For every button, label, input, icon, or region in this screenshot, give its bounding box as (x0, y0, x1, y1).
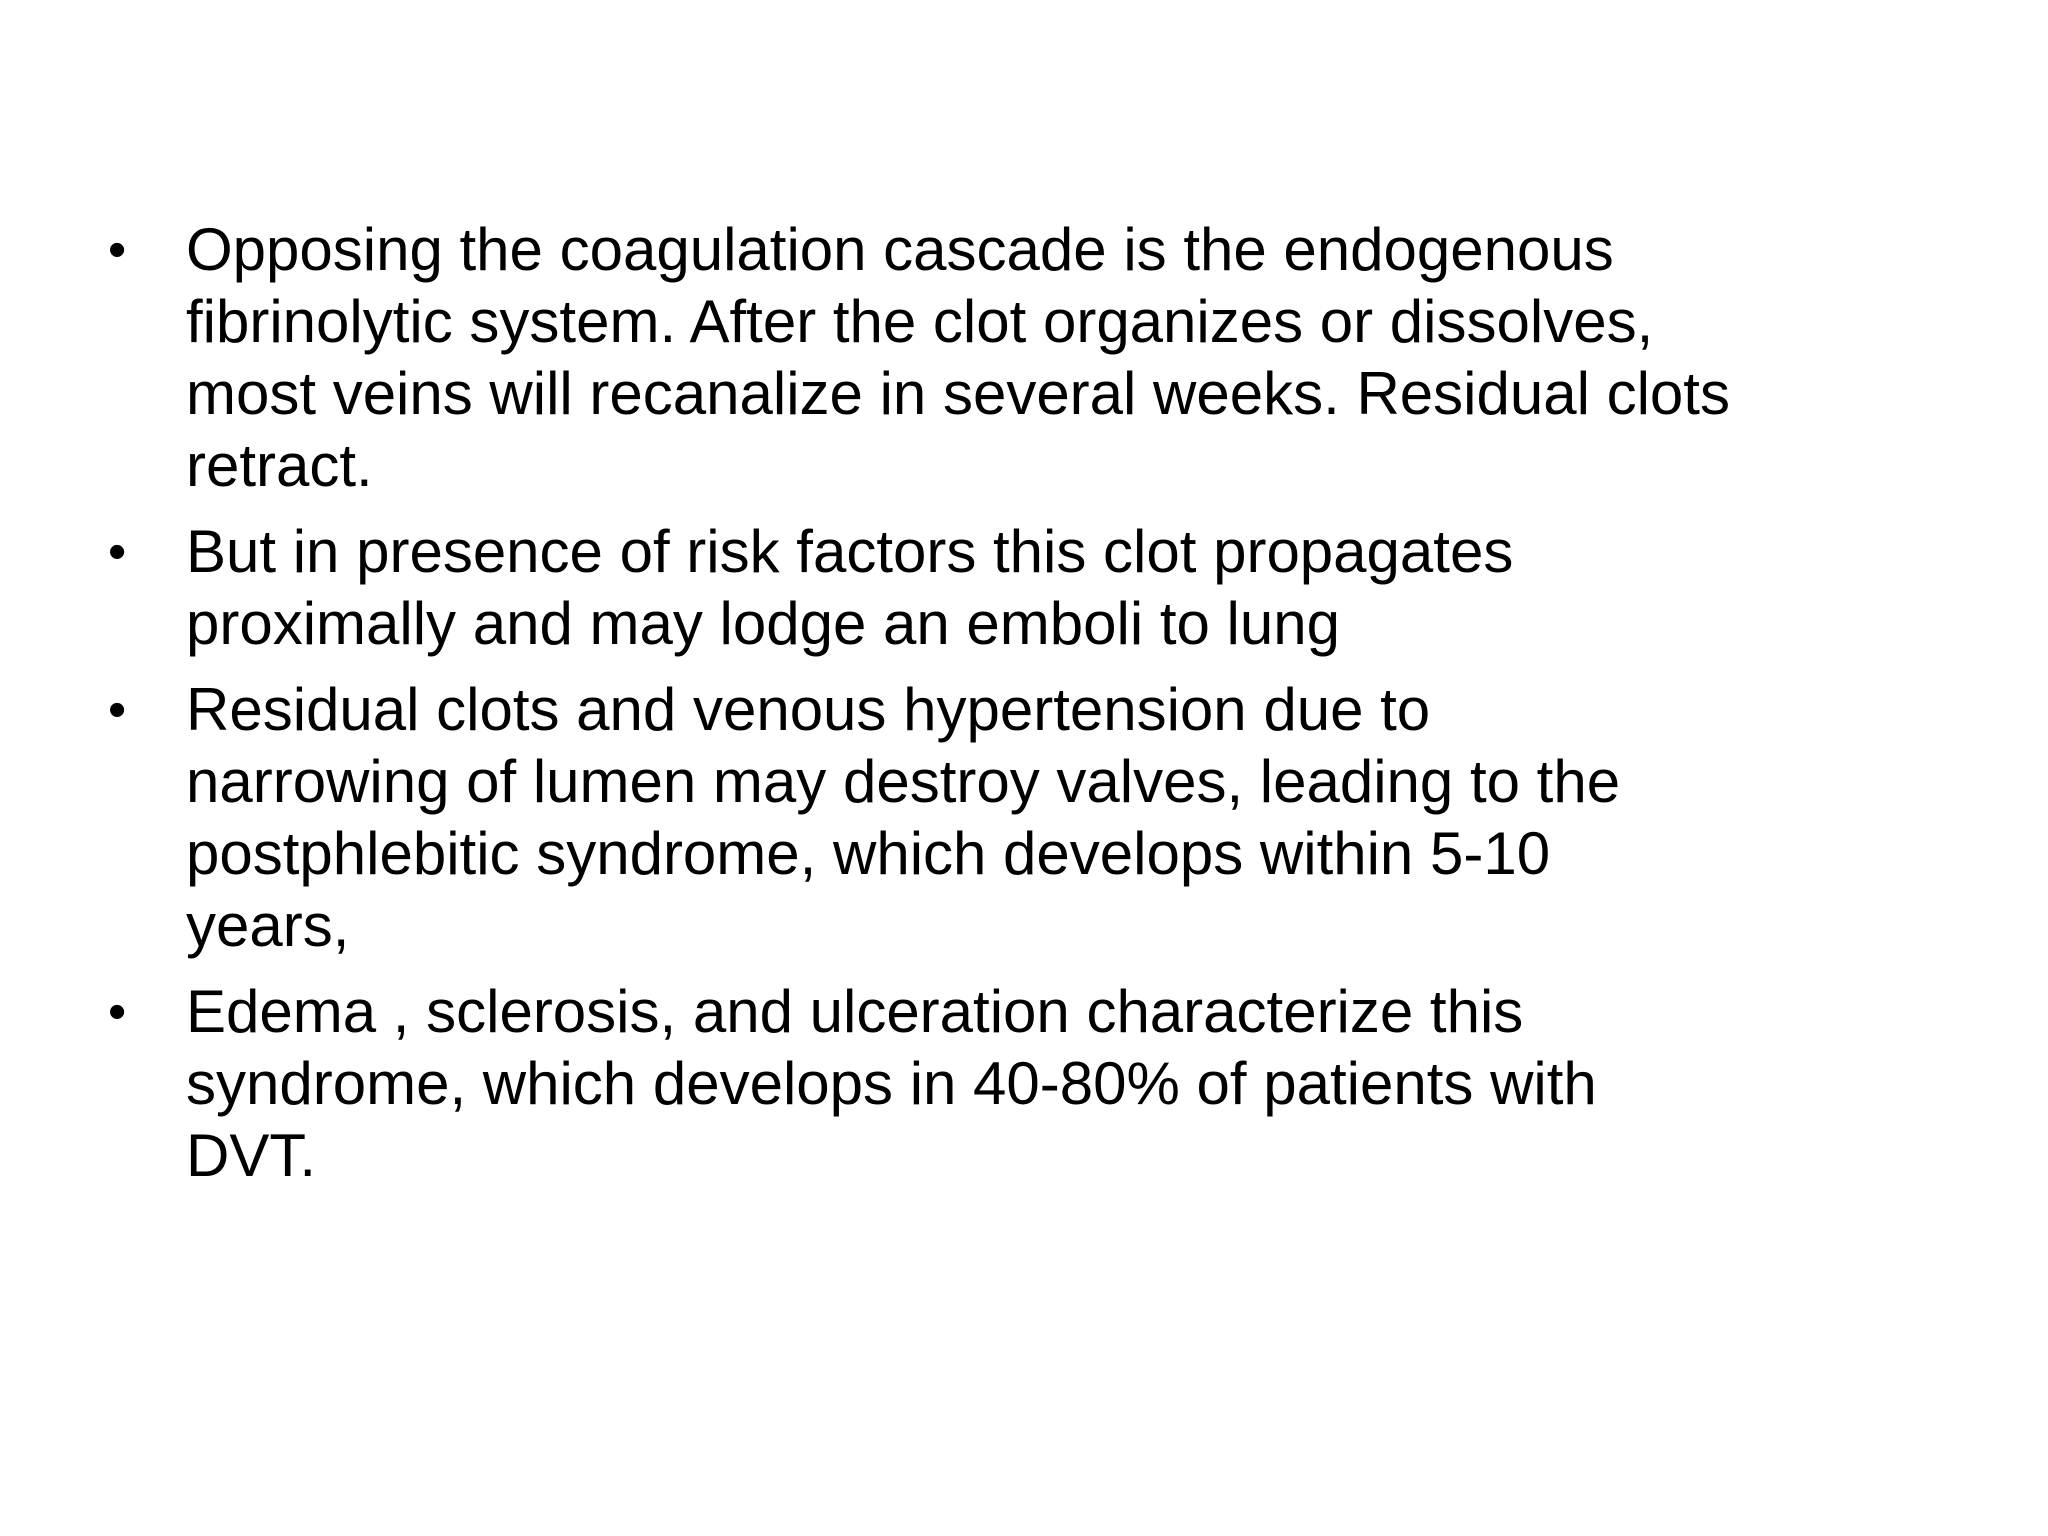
bullet-text: But in presence of risk factors this clot propagates proximally and may lodge an emboli to lung (186, 518, 1514, 657)
bullet-marker: • (108, 681, 127, 739)
bullet-item-3 (108, 674, 1958, 962)
bullet-list (108, 214, 1958, 1206)
bullet-marker: • (108, 983, 127, 1041)
bullet-text: Opposing the coagulation cascade is the endogenous fibrinolytic system. After the clot organizes or dissolves, most veins will recanalize in several weeks. Residual clots retract. (186, 216, 1730, 499)
bullet-text: Residual clots and venous hypertension due to narrowing of lumen may destroy valves, leading to the postphlebitic syndrome, which develops within 5-10 years, (186, 676, 1621, 959)
bullet-marker: • (108, 221, 127, 279)
bullet-marker: • (108, 523, 127, 581)
bullet-text: Edema , sclerosis, and ulceration characterize this syndrome, which develops in 40-80% of patients with DVT. (186, 978, 1597, 1189)
bullet-item-2 (108, 516, 1958, 660)
bullet-item-1 (108, 214, 1958, 502)
bullet-item-4 (108, 976, 1958, 1192)
